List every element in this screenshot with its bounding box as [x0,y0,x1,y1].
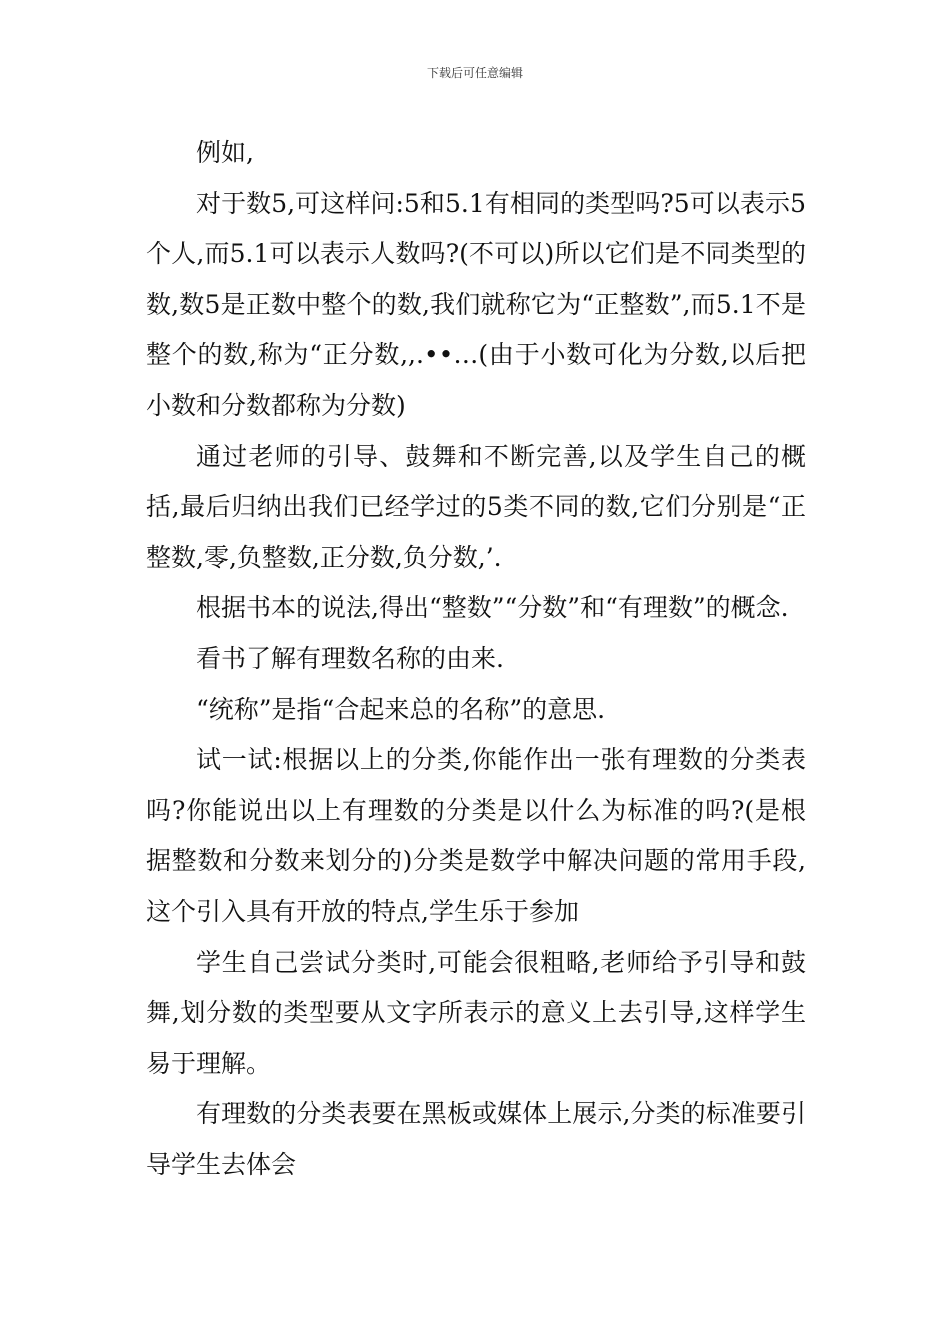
paragraph-try-it: 试一试:根据以上的分类,你能作出一张有理数的分类表吗?你能说出以上有理数的分类是以什么为标准的吗?(是根据整数和分数来划分的)分类是数学中解决问题的常用手段,这个引入具有开放的特点,学生乐于参加 [146,745,806,926]
paragraph-name-origin: 看书了解有理数名称的由来. [196,643,504,673]
paragraph-book-concepts: 根据书本的说法,得出“整数”“分数”和“有理数”的概念. [196,593,789,623]
paragraph-collective-term: “统称”是指“合起来总的名称”的意思. [196,694,606,724]
paragraph-classification-table: 有理数的分类表要在黑板或媒体上展示,分类的标准要引导学生去体会 [146,1099,806,1179]
page-header: 下载后可任意编辑 [426,66,523,80]
paragraph-student-classification: 学生自己尝试分类时,可能会很粗略,老师给予引导和鼓舞,划分数的类型要从文字所表示的意义上去引导,这样学生易于理解。 [146,947,806,1078]
paragraph-teacher-guidance: 通过老师的引导、鼓舞和不断完善,以及学生自己的概括,最后归纳出我们已经学过的5类不同的数,它们分别是“正整数,零,负整数,正分数,负分数,’. [146,441,806,572]
paragraph-number-five: 对于数5,可这样问:5和5.1有相同的类型吗?5可以表示5个人,而5.1可以表示人数吗?(不可以)所以它们是不同类型的数,数5是正数中整个的数,我们就称它为“正整数”,而5.1不是整个的数,称为“正分数,,.••…(由于小数可化为分数,以后把小数和分数都称为分数) [146,188,806,420]
document-body [146,128,806,1190]
paragraph-example-intro: 例如, [196,138,254,167]
